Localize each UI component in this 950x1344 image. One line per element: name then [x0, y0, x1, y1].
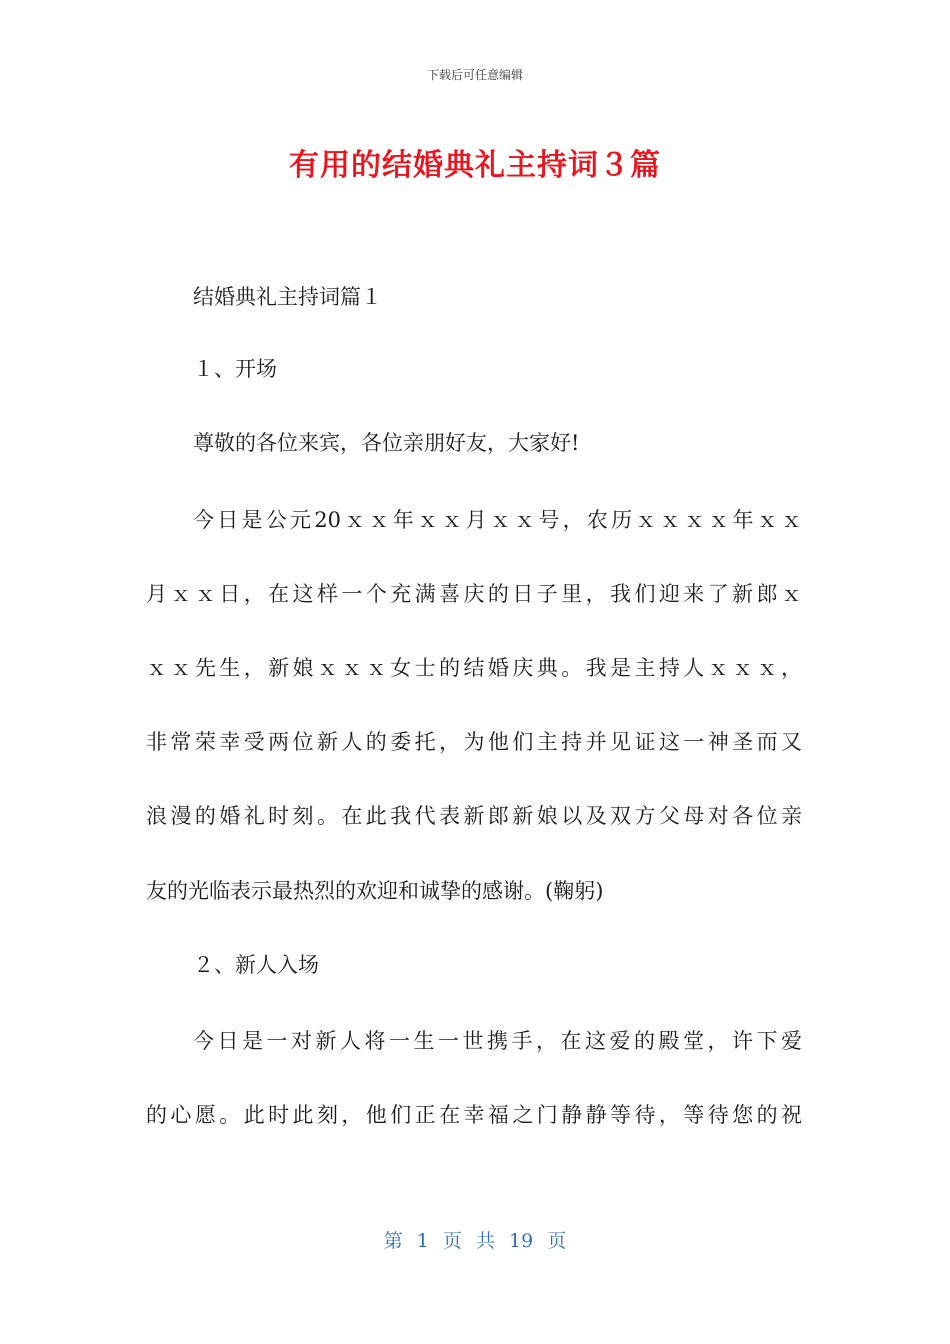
paragraph-line: 的心愿。此时此刻，他们正在幸福之门静静等待，等待您的祝	[146, 1103, 802, 1127]
subsection-heading: １、开场	[193, 357, 277, 381]
paragraph-line: ｘｘ先生，新娘ｘｘｘ女士的结婚庆典。我是主持人ｘｘｘ，	[146, 656, 802, 680]
paragraph-line: 友的光临表示最热烈的欢迎和诚挚的感谢。(鞠躬)	[146, 879, 604, 903]
header-note: 下载后可任意编辑	[426, 68, 523, 82]
paragraph-line: 今日是一对新人将一生一世携手，在这爱的殿堂，许下爱	[193, 1029, 802, 1053]
paragraph-line: 非常荣幸受两位新人的委托，为他们主持并见证这一神圣而又	[146, 730, 802, 754]
paragraph-line: 今日是公元20ｘｘ年ｘｘ月ｘｘ号，农历ｘｘｘｘ年ｘｘ	[193, 508, 802, 532]
page-number-footer: 第 1 页 共 19 页	[383, 1230, 567, 1252]
section-heading: 结婚典礼主持词篇１	[193, 285, 382, 309]
document-title: 有用的结婚典礼主持词３篇	[289, 148, 661, 183]
paragraph-line: 月ｘｘ日，在这样一个充满喜庆的日子里，我们迎来了新郎ｘ	[146, 582, 802, 606]
subsection-heading: ２、新人入场	[193, 953, 319, 977]
paragraph-line: 浪漫的婚礼时刻。在此我代表新郎新娘以及双方父母对各位亲	[146, 804, 802, 828]
paragraph-line: 尊敬的各位来宾，各位亲朋好友，大家好!	[193, 431, 580, 455]
